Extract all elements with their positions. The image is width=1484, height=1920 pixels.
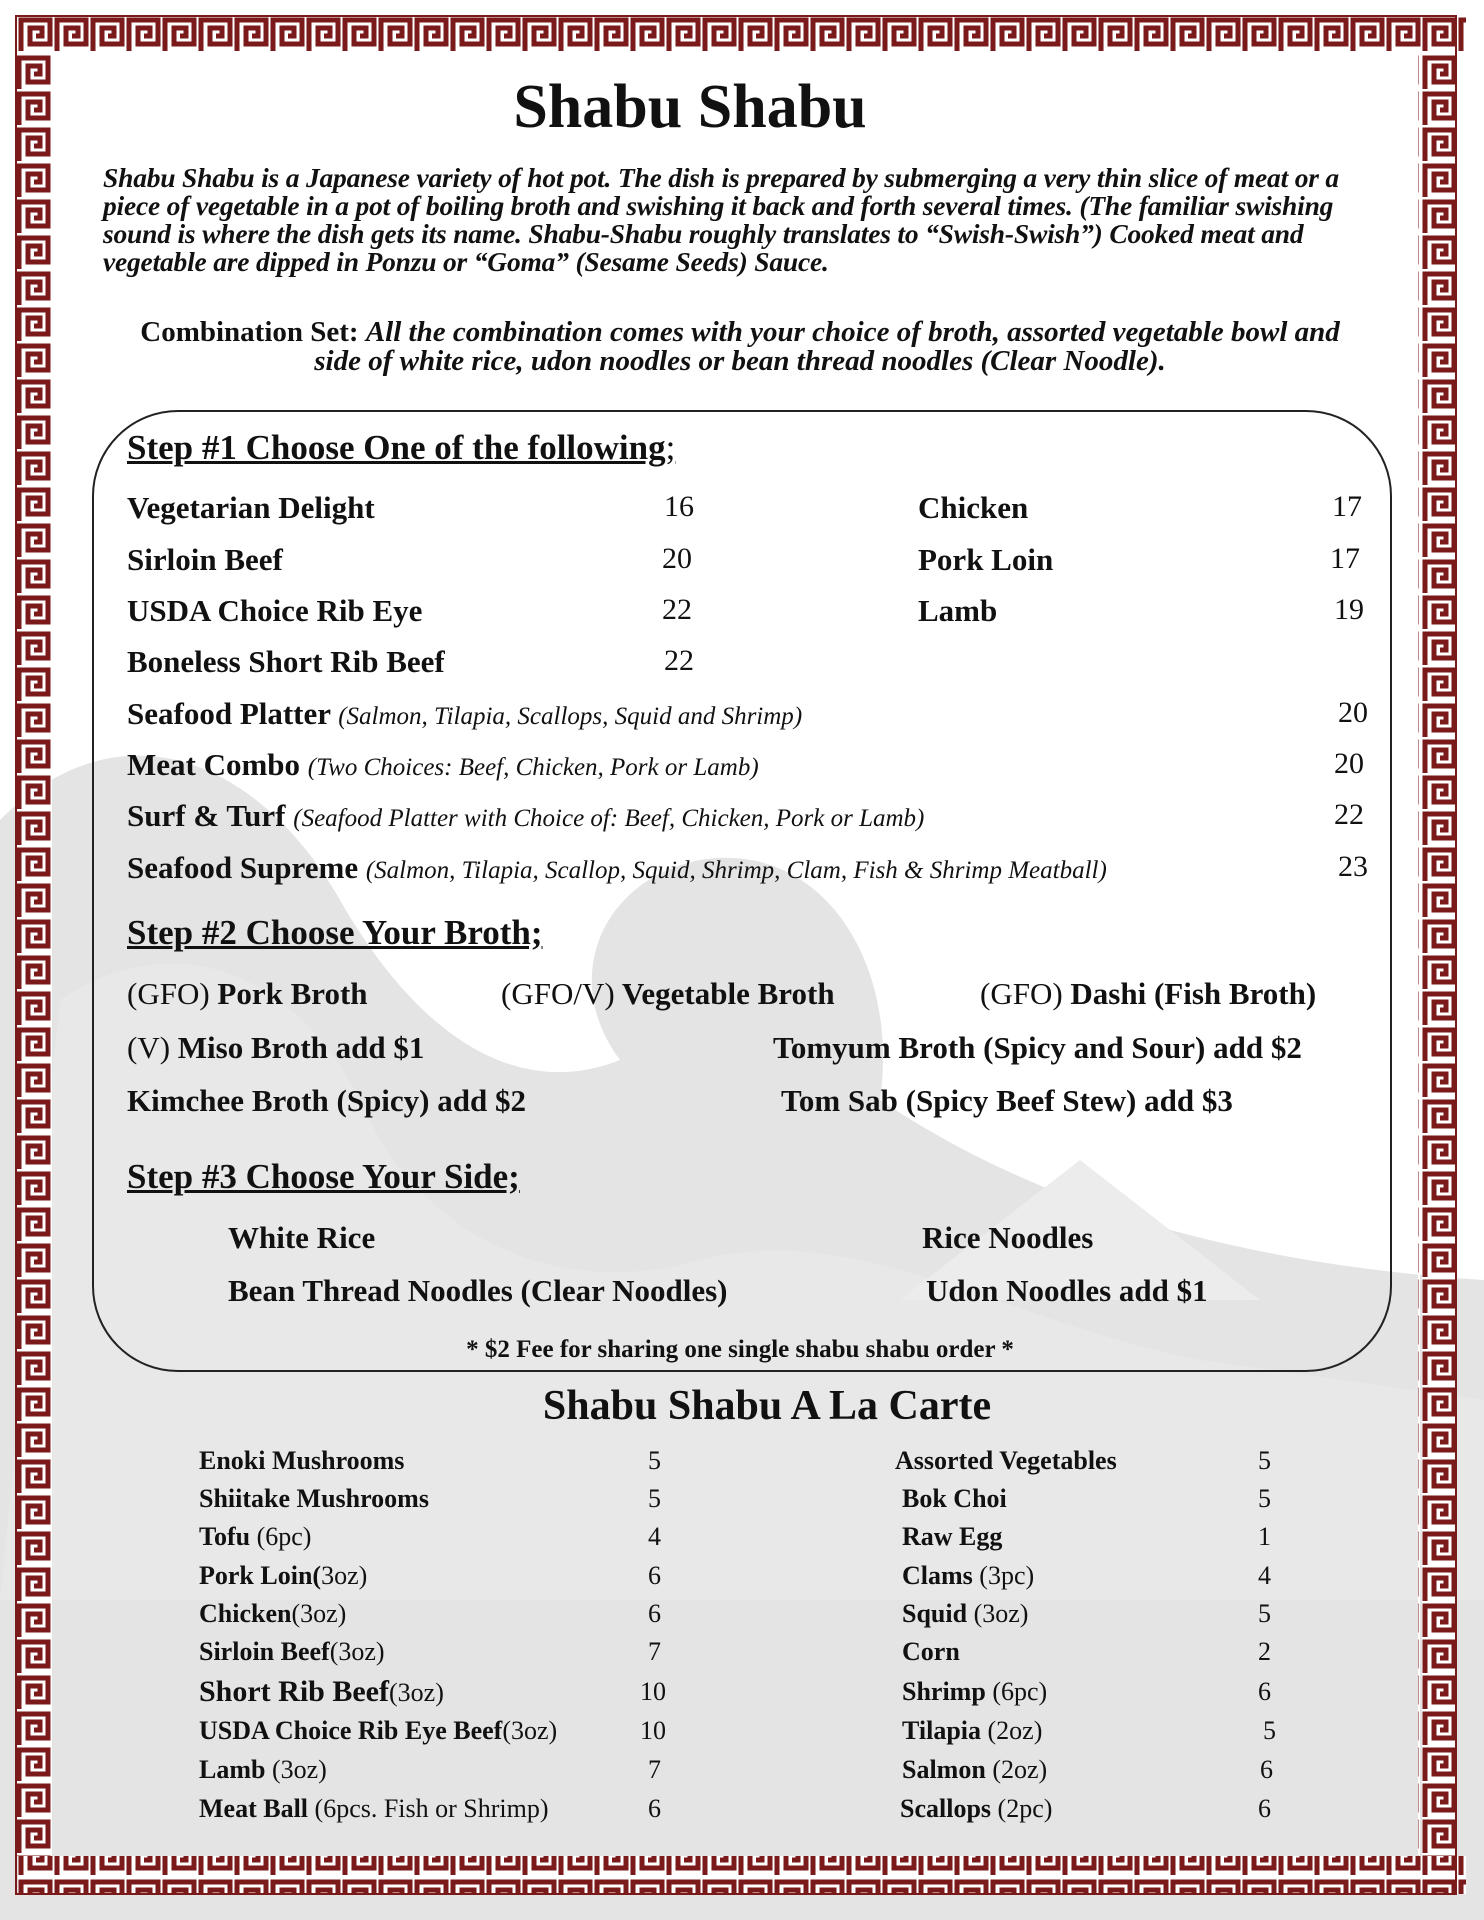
menu-item-price: 20: [1334, 747, 1364, 780]
a-la-carte-item: Shrimp (6pc): [902, 1677, 1048, 1706]
menu-item-price: 22: [664, 644, 694, 677]
broth-option: (GFO) Pork Broth: [127, 976, 368, 1011]
a-la-carte-item: Corn: [902, 1637, 960, 1666]
menu-item: Boneless Short Rib Beef: [127, 644, 445, 679]
menu-item-price: 20: [662, 542, 692, 575]
a-la-carte-item: Sirloin Beef(3oz): [199, 1637, 385, 1666]
a-la-carte-price: 7: [648, 1755, 661, 1784]
page-title: Shabu Shabu: [513, 73, 867, 141]
menu-item: Vegetarian Delight: [127, 490, 375, 525]
a-la-carte-price: 10: [640, 1677, 666, 1706]
menu-item-price: 16: [664, 490, 694, 523]
side-option: Bean Thread Noodles (Clear Noodles): [228, 1273, 728, 1308]
menu-item-price: 22: [1334, 798, 1364, 831]
a-la-carte-price: 7: [648, 1637, 661, 1666]
side-option: Udon Noodles add $1: [926, 1273, 1208, 1308]
menu-item-price: 17: [1330, 542, 1360, 575]
intro-paragraph: Shabu Shabu is a Japanese variety of hot pot. The dish is prepared by submerging a very thin slice of meat or a piece of vegetable in a pot of boiling broth and swishing it back and forth several times. (The familiar swishing sound is where the dish gets its name. Shabu-Shabu roughly translates to “Swish-Swish”) Cooked meat and vegetable are dipped in Ponzu or “Goma” (Sesame Seeds) Sauce.: [103, 162, 1339, 277]
side-option: White Rice: [228, 1220, 376, 1255]
combination-text: All the combination comes with your choice of broth, assorted vegetable bowl and side of white rice, udon noodles or bean thread noodles (Clear Noodle).: [314, 316, 1340, 377]
step2-heading: Step #2 Choose Your Broth;: [127, 913, 543, 952]
a-la-carte-price: 6: [648, 1794, 661, 1823]
a-la-carte-item: Bok Choi: [902, 1484, 1007, 1513]
a-la-carte-item: Short Rib Beef(3oz): [199, 1675, 444, 1708]
menu-item: Chicken: [918, 490, 1029, 525]
a-la-carte-item: Tilapia (2oz): [902, 1716, 1043, 1745]
menu-item-price: 17: [1332, 490, 1362, 523]
a-la-carte-item: Squid (3oz): [902, 1599, 1029, 1628]
menu-item-price: 23: [1338, 850, 1368, 883]
a-la-carte-price: 5: [1258, 1599, 1271, 1628]
a-la-carte-item: USDA Choice Rib Eye Beef(3oz): [199, 1716, 558, 1745]
a-la-carte-price: 5: [1258, 1446, 1271, 1475]
a-la-carte-price: 6: [1258, 1794, 1271, 1823]
a-la-carte-item: Salmon (2oz): [902, 1755, 1048, 1784]
menu-item: Pork Loin: [918, 542, 1054, 577]
menu-item: Seafood Supreme (Salmon, Tilapia, Scallop, Squid, Shrimp, Clam, Fish & Shrimp Meatball): [127, 850, 1107, 885]
a-la-carte-price: 4: [648, 1522, 661, 1551]
step1-heading: Step #1 Choose One of the following;: [127, 428, 676, 467]
a-la-carte-price: 4: [1258, 1561, 1271, 1590]
broth-option: Kimchee Broth (Spicy) add $2: [127, 1083, 526, 1118]
a-la-carte-title: Shabu Shabu A La Carte: [542, 1383, 992, 1429]
a-la-carte-item: Assorted Vegetables: [895, 1446, 1117, 1475]
a-la-carte-price: 6: [1258, 1677, 1271, 1706]
menu-item: Meat Combo (Two Choices: Beef, Chicken, Pork or Lamb): [127, 747, 759, 782]
broth-option: (GFO/V) Vegetable Broth: [501, 976, 835, 1011]
a-la-carte-price: 10: [640, 1716, 666, 1745]
a-la-carte-item: Raw Egg: [902, 1522, 1003, 1551]
a-la-carte-price: 5: [648, 1484, 661, 1513]
step3-heading: Step #3 Choose Your Side;: [127, 1157, 520, 1196]
sharing-fee-note: * $2 Fee for sharing one single shabu shabu order *: [466, 1336, 1014, 1363]
a-la-carte-item: Lamb (3oz): [199, 1755, 327, 1784]
menu-item: USDA Choice Rib Eye: [127, 593, 423, 628]
a-la-carte-price: 2: [1258, 1637, 1271, 1666]
menu-item-price: 22: [662, 593, 692, 626]
a-la-carte-item: Chicken(3oz): [199, 1599, 347, 1628]
a-la-carte-item: Scallops (2pc): [900, 1794, 1053, 1823]
side-option: Rice Noodles: [922, 1220, 1094, 1255]
a-la-carte-item: Tofu (6pc): [199, 1522, 312, 1551]
a-la-carte-price: 6: [648, 1561, 661, 1590]
broth-option: (GFO) Dashi (Fish Broth): [980, 976, 1317, 1011]
a-la-carte-price: 5: [648, 1446, 661, 1475]
menu-item: Lamb: [918, 593, 998, 628]
a-la-carte-price: 5: [1263, 1716, 1276, 1745]
a-la-carte-item: Pork Loin(3oz): [199, 1561, 368, 1590]
menu-item-price: 20: [1338, 696, 1368, 729]
broth-option: Tom Sab (Spicy Beef Stew) add $3: [781, 1083, 1233, 1118]
a-la-carte-price: 5: [1258, 1484, 1271, 1513]
a-la-carte-price: 6: [648, 1599, 661, 1628]
a-la-carte-item: Shiitake Mushrooms: [199, 1484, 429, 1513]
broth-option: Tomyum Broth (Spicy and Sour) add $2: [773, 1030, 1302, 1065]
a-la-carte-price: 1: [1258, 1522, 1271, 1551]
menu-item: Sirloin Beef: [127, 542, 283, 577]
a-la-carte-item: Meat Ball (6pcs. Fish or Shrimp): [199, 1794, 549, 1823]
broth-option: (V) Miso Broth add $1: [127, 1030, 425, 1065]
menu-item: Seafood Platter (Salmon, Tilapia, Scallops, Squid and Shrimp): [127, 696, 803, 731]
combination-set-note: [120, 318, 1360, 376]
a-la-carte-item: Enoki Mushrooms: [199, 1446, 405, 1475]
menu-item-price: 19: [1334, 593, 1364, 626]
menu-item: Surf & Turf (Seafood Platter with Choice of: Beef, Chicken, Pork or Lamb): [127, 798, 925, 833]
a-la-carte-item: Clams (3pc): [902, 1561, 1035, 1590]
a-la-carte-price: 6: [1260, 1755, 1273, 1784]
combination-label: Combination Set:: [140, 316, 359, 348]
